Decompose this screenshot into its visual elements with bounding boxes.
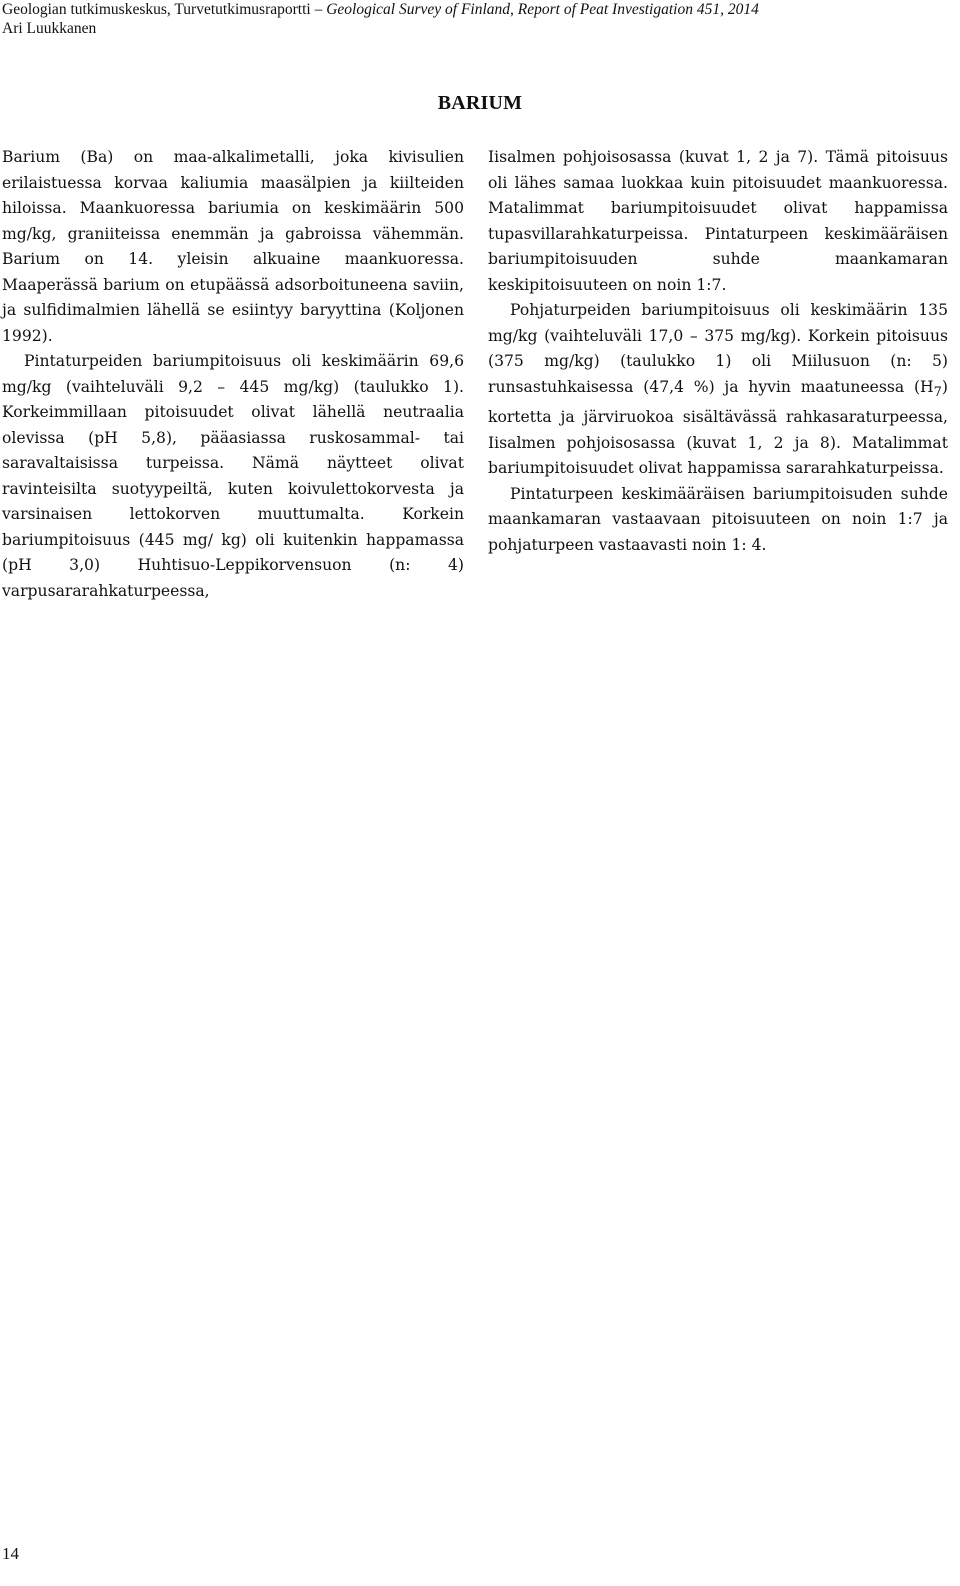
paragraph-text: ) kortetta ja järviruokoa sisältävässä rahkasaraturpeessa, Iisalmen pohjoisosassa (kuvat 1, 2 ja 8). Matalimmat bariumpitoisuudet olivat happamissa sararahkaturpeissa. bbox=[488, 377, 948, 478]
publication-series-title: Geological Survey of Finland, Report of Peat Investigation 451, 2014 bbox=[326, 1, 759, 18]
subscript: 7 bbox=[933, 384, 942, 400]
running-header bbox=[2, 0, 942, 38]
publication-prefix: Geologian tutkimuskeskus, Turvetutkimusraportti – bbox=[2, 1, 327, 18]
page-number: 14 bbox=[2, 1544, 19, 1563]
paragraph: Barium (Ba) on maa-alkalimetalli, joka kivisulien erilaistuessa korvaa kaliumia maasälpien ja kiilteiden hiloissa. Maankuoressa bariumia on keskimäärin 500 mg/kg, graniiteissa enemmän ja gabroissa vähemmän. Barium on 14. yleisin alkuaine maankuoressa. Maaperässä barium on etupäässä adsorboituneena saviin, ja sulfidimalmien lähellä se esiintyy baryyttina (Koljonen 1992). bbox=[2, 148, 464, 345]
paragraph: Pintaturpeiden bariumpitoisuus oli keskimäärin 69,6 mg/kg (vaihteluväli 9,2 – 445 mg/kg) (taulukko 1). Korkeimmillaan pitoisuudet olivat lähellä neutraalia olevissa (pH 5,8), pääasiassa ruskosammal- tai saravaltaisissa turpeissa. Nämä näytteet olivat ravinteisilta suotyypeiltä, kuten koivulettokorvesta ja varsinaisen lettokorven muuttumalta. Korkein bariumpitoisuus (445 mg/ kg) oli kuitenkin happamassa (pH 3,0) Huhtisuo-Leppikorvensuon (n: 4) varpusararahkaturpeessa, bbox=[2, 352, 464, 600]
right-column bbox=[488, 145, 948, 558]
section-title: BARIUM bbox=[437, 92, 523, 114]
paragraph-text: Pohjaturpeiden bariumpitoisuus oli keskimäärin 135 mg/kg (vaihteluväli 17,0 – 375 mg/kg). Korkein pitoisuus (375 mg/kg) (taulukko 1) oli Miilusuon (n: 5) runsastuhkaisessa (47,4 %) ja hyvin maatuneessa (H bbox=[488, 301, 948, 396]
publication-line bbox=[2, 0, 942, 19]
author-name: Ari Luukkanen bbox=[2, 20, 97, 37]
paragraph: Iisalmen pohjoisosassa (kuvat 1, 2 ja 7). Tämä pitoisuus oli lähes samaa luokkaa kuin pitoisuudet maankuoressa. Matalimmat bariumpitoisuudet olivat happamissa tupasvillarahkaturpeissa. Pintaturpeen keskimääräisen bariumpitoisuuden suhde maankamaran keskipitoisuuteen on noin 1:7. bbox=[488, 148, 948, 294]
left-column bbox=[2, 145, 464, 604]
paragraph: Pintaturpeen keskimääräisen bariumpitoisuden suhde maankamaran vastaavaan pitoisuuteen on noin 1:7 ja pohjaturpeen vastaavasti noin 1: 4. bbox=[488, 484, 948, 554]
paragraph bbox=[488, 298, 948, 482]
